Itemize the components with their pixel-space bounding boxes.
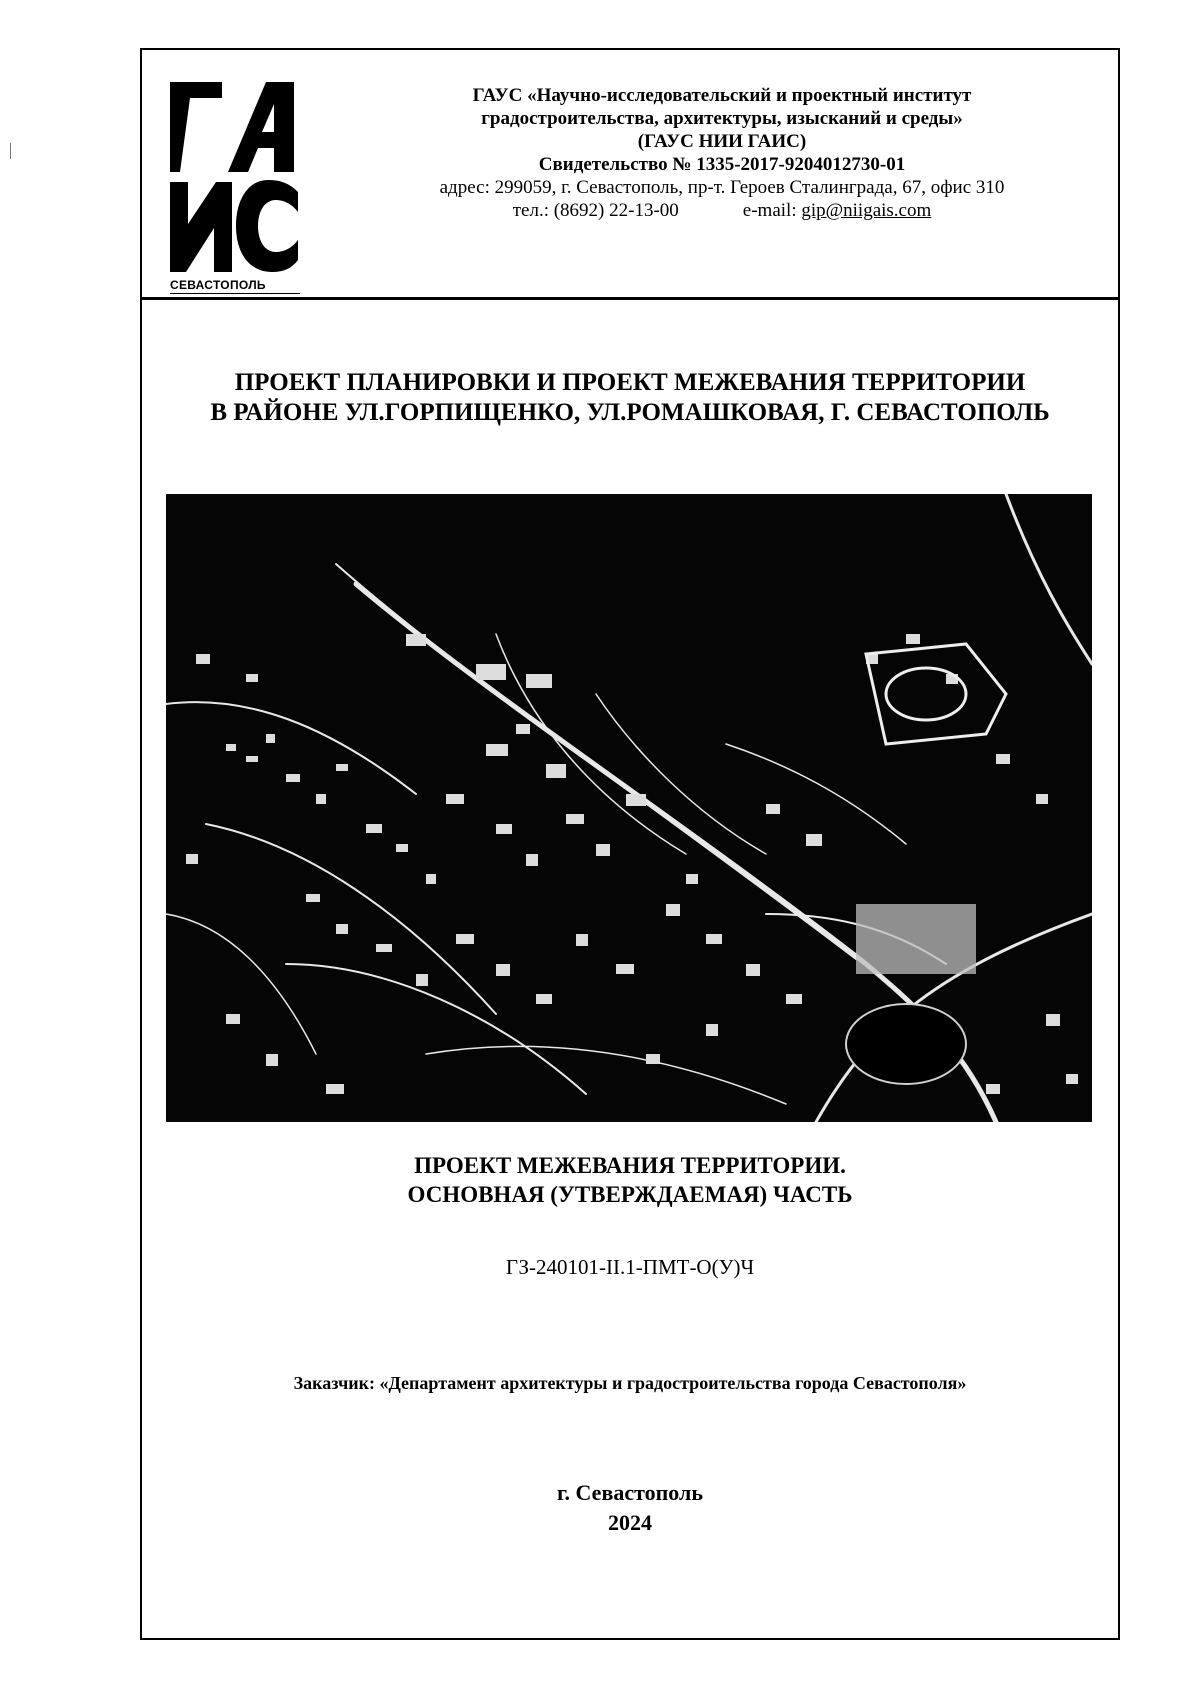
organization-logo: [170, 82, 300, 294]
email-block: [743, 200, 931, 221]
document-code: ГЗ-240101-II.1-ПМТ-О(У)Ч: [505, 1255, 755, 1279]
gaic-logo-icon: [170, 82, 300, 272]
logo-city-label: СЕВАСТОПОЛЬ: [170, 278, 300, 294]
footer-city: г. Севастополь: [557, 1480, 703, 1505]
customer-line: Заказчик: «Департамент архитектуры и градостроительства города Севастополя»: [293, 1373, 967, 1393]
title-line1: ПРОЕКТ ПЛАНИРОВКИ И ПРОЕКТ МЕЖЕВАНИЯ ТЕРРИТОРИИ: [234, 369, 1026, 396]
header-block: [142, 50, 1118, 300]
footer-year: 2024: [608, 1510, 652, 1535]
phone-number: тел.: (8692) 22-13-00: [512, 200, 679, 221]
margin-mark: [10, 143, 11, 159]
certificate-number: Свидетельство № 1335-2017-9204012730-01: [538, 154, 906, 175]
subtitle-line2: ОСНОВНАЯ (УТВЕРЖДАЕМАЯ) ЧАСТЬ: [407, 1182, 853, 1207]
org-address: адрес: 299059, г. Севастополь, пр-т. Героев Сталинграда, 67, офис 310: [439, 177, 1005, 198]
subtitle-line1: ПРОЕКТ МЕЖЕВАНИЯ ТЕРРИТОРИИ.: [414, 1153, 846, 1178]
aerial-photo: [166, 494, 1092, 1122]
organization-info: [342, 84, 1102, 222]
org-name-line2: градостроительства, архитектуры, изысканий и среды»: [481, 108, 963, 129]
aerial-photo-icon: [166, 494, 1092, 1122]
contacts-line: [342, 199, 1102, 222]
title-page-frame: [140, 48, 1120, 1640]
org-name-line1: ГАУС «Научно-исследовательский и проектный институт: [472, 85, 972, 106]
org-short-name: (ГАУС НИИ ГАИС): [637, 131, 807, 152]
document-subtitle: [142, 1151, 1118, 1209]
document-title: [142, 368, 1118, 428]
title-line2: В РАЙОНЕ УЛ.ГОРПИЩЕНКО, УЛ.РОМАШКОВАЯ, Г. СЕВАСТОПОЛЬ: [210, 399, 1050, 426]
email-label: e-mail:: [742, 200, 797, 221]
city-year-block: [142, 1478, 1118, 1538]
email-link[interactable]: gip@niigais.com: [801, 200, 932, 221]
